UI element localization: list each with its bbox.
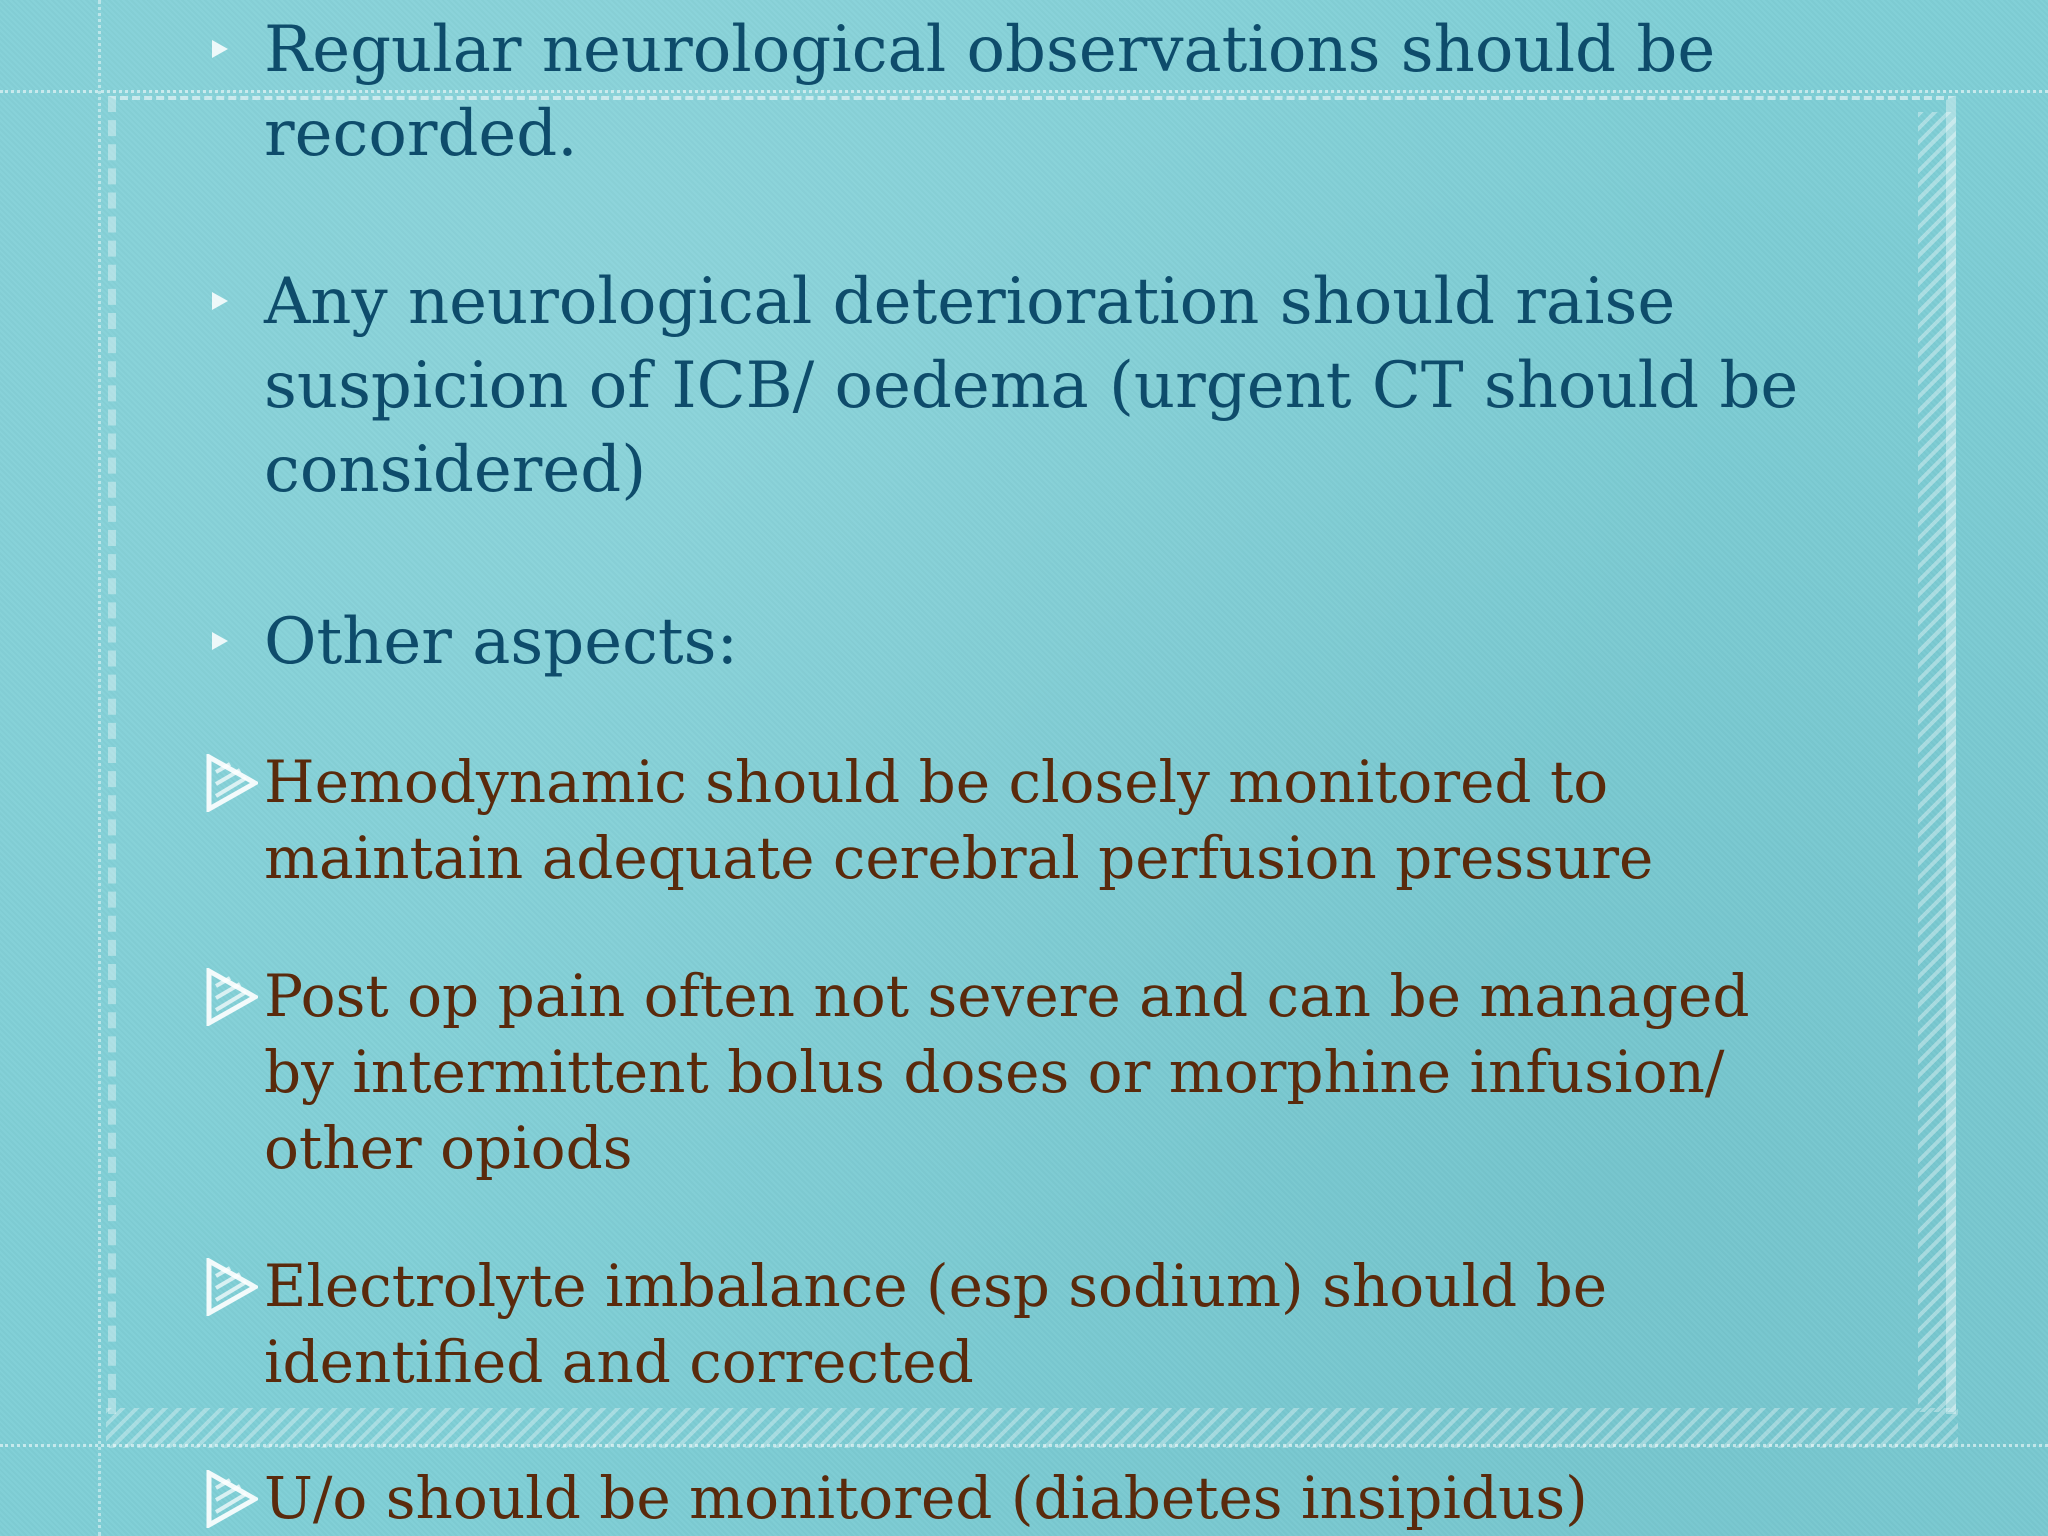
small-triangle-bullet-icon (212, 40, 228, 58)
left-decorative-line (98, 0, 101, 1536)
striped-triangle-bullet-icon (206, 1258, 258, 1316)
bullet-item (206, 600, 1826, 684)
sub-bullet-text: Hemodynamic should be closely monitored to maintain adequate cerebral perfusion pressure (264, 748, 1654, 892)
striped-triangle-bullet-icon (206, 968, 258, 1026)
sub-bullet-item (206, 1460, 1826, 1536)
bullet-text: Other aspects: (264, 605, 739, 679)
small-triangle-bullet-icon (212, 292, 228, 310)
sub-bullet-text: Electrolyte imbalance (esp sodium) should be identified and corrected (264, 1252, 1608, 1396)
frame-bottom-band (106, 1408, 1958, 1448)
sub-bullet-text: U/o should be monitored (diabetes insipidus) (264, 1464, 1588, 1532)
small-triangle-bullet-icon (212, 632, 228, 650)
bullet-text: Regular neurological observations should be recorded. (264, 13, 1716, 171)
sub-bullet-item (206, 1248, 1826, 1400)
bullet-text: Any neurological deterioration should raise suspicion of ICB/ oedema (urgent CT should be considered) (264, 265, 1799, 507)
frame-right-stripes (1918, 112, 1956, 1412)
sub-bullet-item (206, 958, 1826, 1186)
bullet-item (206, 8, 1826, 176)
bullet-item (206, 260, 1826, 512)
sub-bullet-text: Post op pain often not severe and can be managed by intermittent bolus doses or morphine infusion/ other opiods (264, 962, 1750, 1182)
striped-triangle-bullet-icon (206, 754, 258, 812)
striped-triangle-bullet-icon (206, 1470, 258, 1528)
sub-bullet-item (206, 744, 1826, 896)
